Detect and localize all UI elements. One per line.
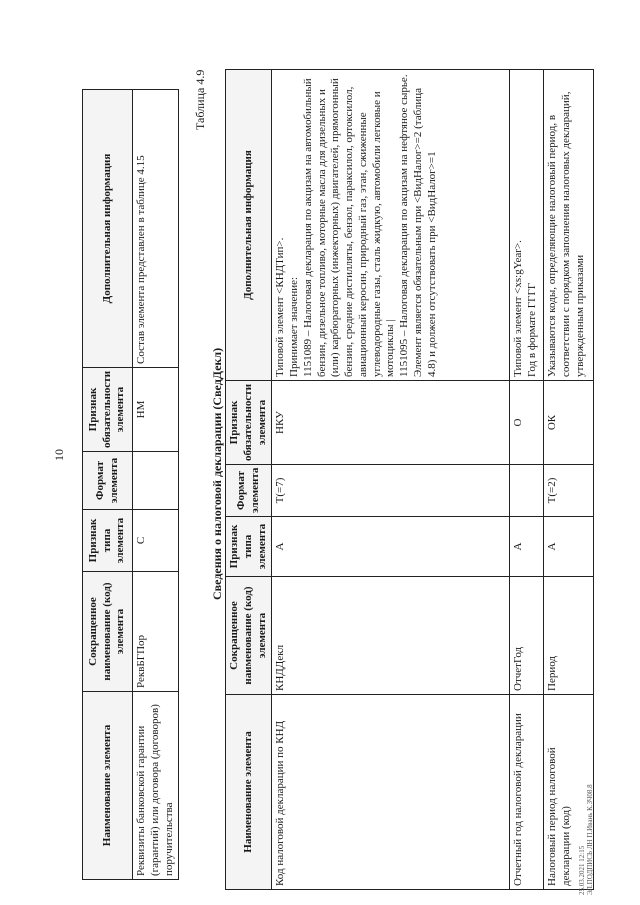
table-declaration — [225, 69, 594, 890]
cell-code: КНДДекл — [272, 577, 510, 695]
cell-required: НКУ — [272, 381, 510, 465]
cell-required: О — [510, 381, 544, 465]
cell-info: Указываются коды, определяющие налоговый период, в соответствии с порядком заполнения налоговых деклараций, утвержденным приказами — [544, 70, 594, 381]
table-guarantee — [82, 89, 179, 880]
table-row — [133, 90, 179, 880]
cell-format — [133, 452, 179, 510]
page-number: 10 — [52, 449, 66, 461]
table-2-wrapper — [225, 69, 594, 890]
signature-watermark — [578, 784, 595, 895]
header-type: Признак типа элемента — [226, 517, 272, 577]
table-row — [272, 70, 510, 890]
header-name: Наименование элемента — [83, 692, 133, 880]
header-info: Дополнительная информация — [83, 90, 133, 368]
header-format: Формат элемента — [83, 452, 133, 510]
header-info: Дополнительная информация — [226, 70, 272, 381]
header-format: Формат элемента — [226, 465, 272, 517]
cell-type: А — [272, 517, 510, 577]
table-label: Таблица 4.9 — [193, 69, 207, 130]
watermark-line-2: ЭЛ.ПОДПИСЬ ЛН П.Ивань К.ЗЧ08.8 — [586, 784, 595, 895]
cell-info: Состав элемента представлен в таблице 4.15 — [133, 90, 179, 368]
header-code: Сокращенное наименование (код) элемента — [226, 577, 272, 695]
cell-format: T(=7) — [272, 465, 510, 517]
cell-code: Период — [544, 577, 594, 695]
cell-required: НМ — [133, 368, 179, 452]
table-title: Сведения о налоговой декларации (СведДекл) — [210, 347, 224, 600]
cell-name: Налоговый период налоговой декларации (код) — [544, 695, 594, 890]
cell-name: Реквизиты банковской гарантии (гарантий) или договора (договоров) поручительства — [133, 692, 179, 880]
cell-type: С — [133, 510, 179, 572]
cell-format: T(=2) — [544, 465, 594, 517]
header-required: Признак обязательности элемента — [83, 368, 133, 452]
cell-name: Отчетный год налоговой декларации — [510, 695, 544, 890]
cell-info: Типовой элемент <xs:gYear>. Год в формате ГГГГ — [510, 70, 544, 381]
watermark-line-1: 25.03.2021 12:15 — [578, 845, 586, 895]
cell-code: ОтчетГод — [510, 577, 544, 695]
header-name: Наименование элемента — [226, 695, 272, 890]
table-1-wrapper — [82, 89, 179, 880]
table-row — [544, 70, 594, 890]
cell-type: А — [510, 517, 544, 577]
cell-code: РеквБГПор — [133, 572, 179, 692]
cell-info: Типовой элемент <КНДТип>. Принимает значение: 1151089 – Налоговая декларация по акцизам на автомобильный бензин, дизельное топливо, моторные масла для дизельных и (или) карбюраторных (инжекторных) двигателей, прямогонный бензин, средние дистилляты, бензол, параксилол, ортоксилол, авиационный керосин, природный газ, этан, сжиженные углеводородные газы, сталь жидкую, автомобили легковые и мотоциклы | 1151095 – Налоговая декларация по акцизам на нефтяное сырье. Элемент является обязательным при <ВидНалог>=2 (таблица 4.8) и должен отсутствовать при <ВидНалог>=1 — [272, 70, 510, 381]
header-type: Признак типа элемента — [83, 510, 133, 572]
cell-type: А — [544, 517, 594, 577]
cell-format — [510, 465, 544, 517]
cell-name: Код налоговой декларации по КНД — [272, 695, 510, 890]
cell-required: ОК — [544, 381, 594, 465]
table-row — [510, 70, 544, 890]
header-code: Сокращенное наименование (код) элемента — [83, 572, 133, 692]
header-required: Признак обязательности элемента — [226, 381, 272, 465]
